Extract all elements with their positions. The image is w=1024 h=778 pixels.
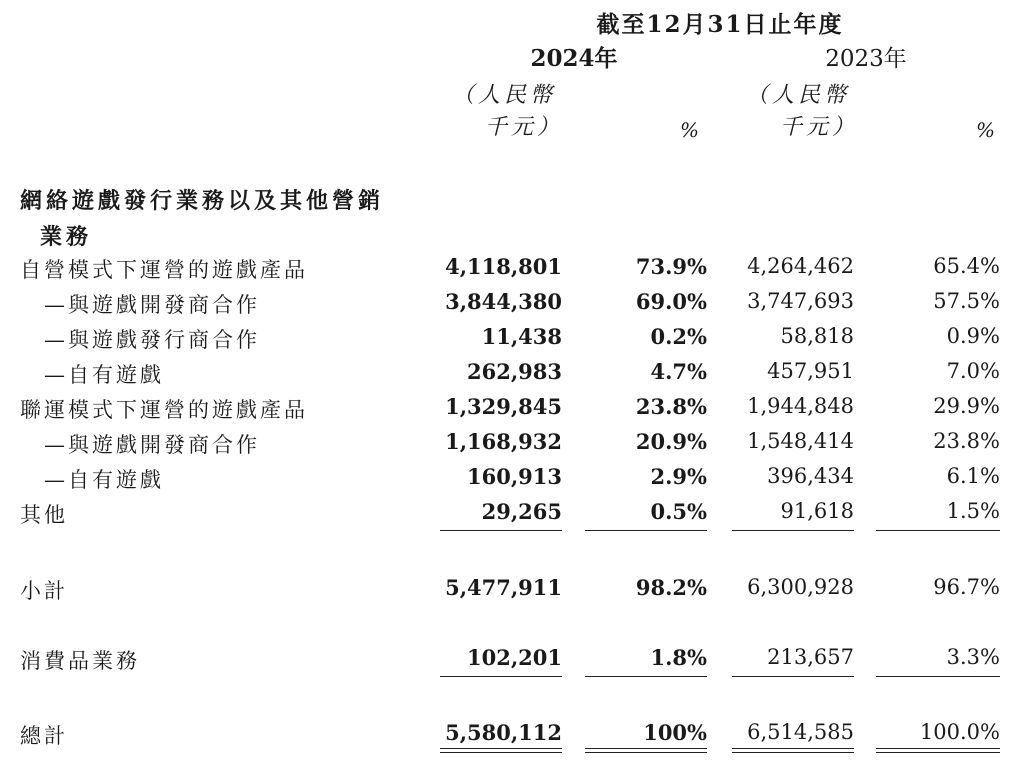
section-title-line2: 業務 — [40, 224, 93, 250]
percent-2023: 23.8% — [933, 429, 1000, 453]
value-2023: 213,657 — [767, 645, 854, 669]
section-title-line1: 網絡遊戲發行業務以及其他營銷 — [20, 188, 385, 214]
value-2023: 4,264,462 — [747, 254, 854, 278]
value-2024: 11,438 — [481, 324, 562, 349]
percent-2023: 96.7% — [933, 575, 1000, 599]
percent-2024: 23.8% — [635, 394, 707, 419]
divider — [585, 676, 707, 677]
value-2024: 102,201 — [467, 645, 562, 670]
row-label: —與遊戲開發商合作 — [44, 293, 260, 317]
value-2024: 5,477,911 — [445, 575, 562, 600]
value-2024: 1,329,845 — [445, 394, 562, 419]
row-label: 其他 — [20, 503, 68, 527]
unit-2024-line2: 千元） — [485, 115, 564, 140]
row-label: —自有遊戲 — [44, 468, 164, 492]
divider — [732, 676, 854, 677]
percent-2023: 3.3% — [946, 645, 1000, 669]
value-2023: 1,944,848 — [747, 394, 854, 418]
value-2023: 1,548,414 — [747, 429, 854, 453]
pct-2024-header: % — [680, 118, 700, 142]
unit-2024-line1: （人民幣 — [452, 83, 557, 108]
percent-2023: 7.0% — [946, 359, 1000, 383]
percent-2024: 69.0% — [635, 289, 707, 314]
value-2024: 29,265 — [481, 499, 562, 524]
pct-2023-header: % — [976, 118, 996, 142]
percent-2023: 6.1% — [946, 464, 1000, 488]
double-underline — [440, 748, 562, 753]
value-2023: 58,818 — [780, 324, 854, 348]
percent-2024: 2.9% — [650, 464, 707, 489]
percent-2024: 0.5% — [650, 499, 707, 524]
unit-2023-line2: 千元） — [780, 115, 859, 140]
row-label: —與遊戲開發商合作 — [44, 433, 260, 457]
percent-2023: 0.9% — [946, 324, 1000, 348]
percent-2024: 4.7% — [650, 359, 707, 384]
percent-2023: 29.9% — [933, 394, 1000, 418]
row-label: 小計 — [20, 579, 68, 603]
value-2024: 3,844,380 — [445, 289, 562, 314]
percent-2024: 0.2% — [650, 324, 707, 349]
value-2023: 3,747,693 — [747, 289, 854, 313]
row-label: 自營模式下運營的遊戲產品 — [20, 258, 308, 282]
row-label: —與遊戲發行商合作 — [44, 328, 260, 352]
percent-2024: 20.9% — [635, 429, 707, 454]
value-2023: 91,618 — [780, 499, 854, 523]
percent-2024: 98.2% — [635, 575, 707, 600]
double-underline — [585, 748, 707, 753]
percent-2023: 1.5% — [946, 499, 1000, 523]
unit-2023-line1: （人民幣 — [746, 83, 851, 108]
row-label: 總計 — [20, 724, 68, 748]
value-2024: 160,913 — [467, 464, 562, 489]
percent-2023: 100.0% — [919, 720, 1000, 744]
divider — [585, 530, 707, 531]
divider — [440, 530, 562, 531]
divider — [732, 530, 854, 531]
value-2023: 6,514,585 — [747, 720, 854, 744]
percent-2024: 73.9% — [635, 254, 707, 279]
percent-2023: 57.5% — [933, 289, 1000, 313]
row-label: —自有遊戲 — [44, 363, 164, 387]
value-2023: 396,434 — [767, 464, 854, 488]
percent-2023: 65.4% — [933, 254, 1000, 278]
period-header: 截至12月31日止年度 — [596, 11, 844, 38]
value-2023: 6,300,928 — [747, 575, 854, 599]
row-label: 消費品業務 — [20, 649, 140, 673]
double-underline — [732, 748, 854, 753]
year-2023-header: 2023年 — [825, 46, 907, 72]
percent-2024: 100% — [643, 720, 707, 745]
value-2024: 4,118,801 — [445, 254, 562, 279]
value-2024: 262,983 — [467, 359, 562, 384]
value-2024: 1,168,932 — [445, 429, 562, 454]
divider — [440, 676, 562, 677]
divider — [876, 530, 1000, 531]
double-underline — [876, 748, 1000, 753]
percent-2024: 1.8% — [650, 645, 707, 670]
row-label: 聯運模式下運營的遊戲產品 — [20, 398, 308, 422]
value-2024: 5,580,112 — [445, 720, 562, 745]
divider — [876, 676, 1000, 677]
value-2023: 457,951 — [767, 359, 854, 383]
year-2024-header: 2024年 — [530, 45, 618, 72]
